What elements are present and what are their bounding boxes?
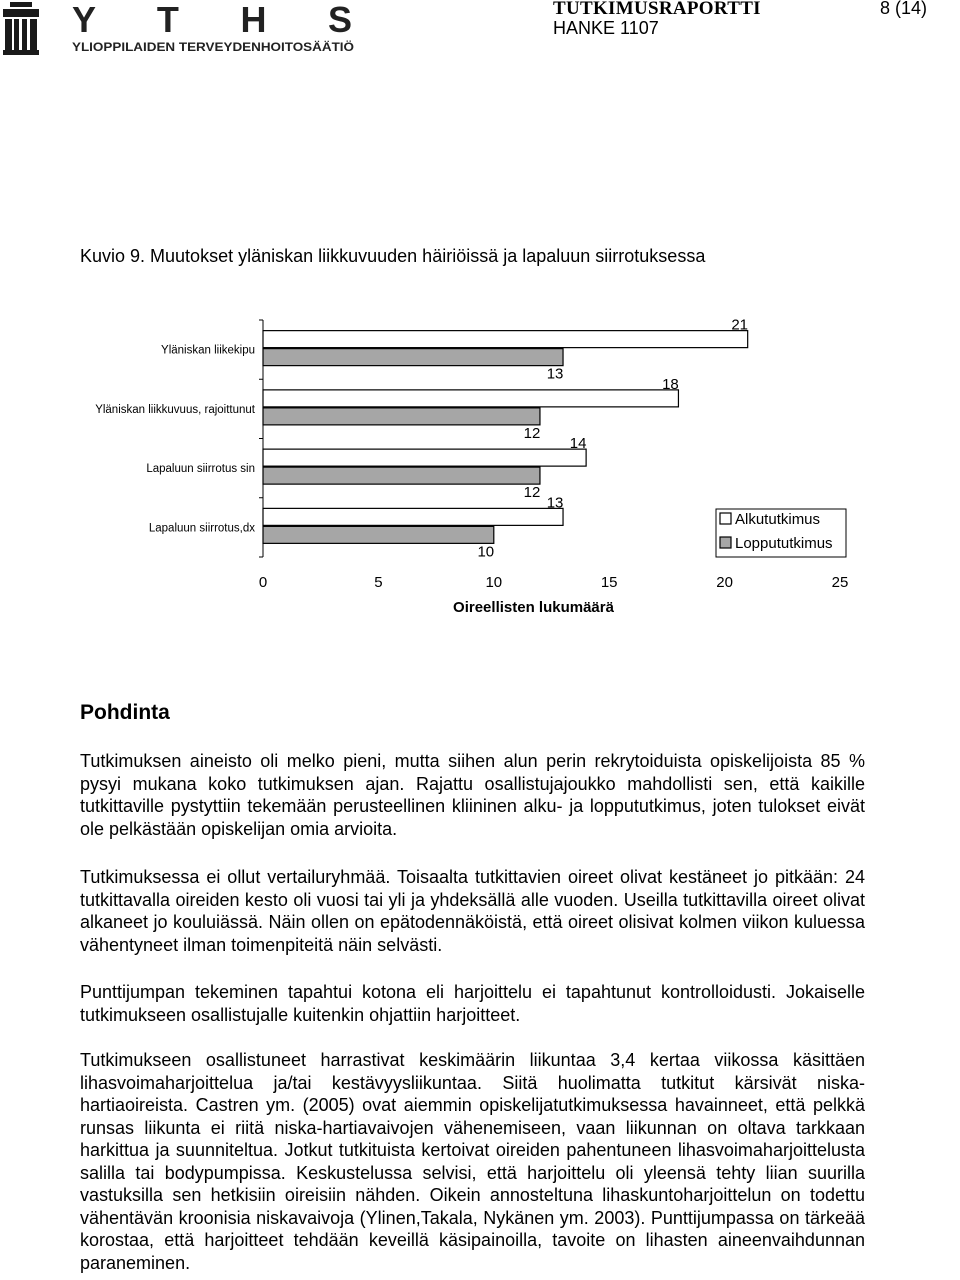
bar-chart [0, 300, 960, 630]
yths-logo [0, 0, 360, 56]
bar-loppututkimus [263, 408, 540, 425]
x-tick-label: 25 [831, 574, 849, 591]
logo-subtitle: YLIOPPILAIDEN TERVEYDENHOITOSÄÄTIÖ [72, 40, 324, 54]
project-id: HANKE 1107 [553, 18, 659, 38]
x-tick-label: 0 [258, 574, 268, 591]
data-label: 12 [523, 484, 541, 502]
bar-alkututkimus [263, 449, 586, 466]
data-label: 12 [523, 424, 541, 442]
paragraph: Tutkimuksessa ei ollut vertailuryhmää. Toisaalta tutkittavien oireet olivat kestäneet jo pitkään: 24 tutkittavalla oireiden kesto oli vuosi tai yli ja yhdeksällä alle vuoden. Useilla tutkittavilla oireet olivat alkaneet jo kouluiässä. Näin ollen on epätodennäköistä, että oireet olisivat kolmen viikon kuluessa vähentyneet ilman toimenpiteitä näin selvästi. [80, 867, 865, 955]
data-label: 21 [731, 316, 749, 334]
bar-alkututkimus [263, 331, 748, 348]
bar-alkututkimus [263, 508, 563, 525]
bar-alkututkimus [263, 390, 678, 407]
bar-loppututkimus [263, 349, 563, 366]
bar-loppututkimus [263, 467, 540, 484]
paragraph: Tutkimukseen osallistuneet harrastivat keskimäärin liikuntaa 3,4 kertaa viikossa käsittäen lihasvoimaharjoittelua ja/tai kestävyysliikuntaa. Siitä huolimatta tutkitut kärsivät niska-hartiaoireista. Castren ym. (2005) ovat aiemmin opiskelijatutkimuksessa havainneet, että pelkkä runsas liikunta ei riitä niska-hartiavaivojen vähenemiseen, vaan liikunnan on oltava tarkkaan harkittua ja suunniteltua. Jotkut tutkituista kertoivat oireiden pahentuneen lihasvoimaharjoittelusta salilla tai bodypumpissa. Keskustelussa selvisi, että harjoittelu oli yleensä tehty liian suurilla vastuksilla sen hetkisiin oireisiin nähden. Oikein annosteltuna lihaskuntoharjoittelun on todettu vähentävän kroonisia niskavaivoja (Ylinen,Takala, Nykänen ym. 2003). Punttijumpassa on tärkeää korostaa, että harjoitteet tehdään keveillä käsipainoilla, tavoite on lihasten aineenvaihdunnan paraneminen. [80, 1050, 865, 1273]
section-heading: Pohdinta [80, 701, 170, 724]
data-label: 18 [662, 375, 679, 393]
data-label: 14 [569, 435, 587, 453]
paragraph: Tutkimuksen aineisto oli melko pieni, mutta siihen alun perin rekrytoiduista opiskelijoista 85 % pysyi mukana koko tutkimuksen ajan. Rajattu osallistujajoukko mahdollisti sen, että kaikille tutkittaville pystyttiin tekemään perusteellinen kliininen alku- ja loppututkimus, joten tulokset eivät ole pelkästään opiskelijan omia arvioita. [80, 751, 865, 839]
data-label: 10 [477, 543, 495, 561]
logo-wordmark: Y T H S [72, 0, 352, 40]
report-title: TUTKIMUSRAPORTTI [553, 0, 761, 19]
bar-loppututkimus [263, 526, 494, 543]
category-label: Lapaluun siirrotus,dx [148, 522, 255, 535]
paragraph: Punttijumpan tekeminen tapahtui kotona eli harjoittelu ei tapahtunut kontrolloidusti. Jokaiselle tutkimukseen osallistujalle kuitenkin ohjattiin harjoitteet. [80, 982, 865, 1025]
data-label: 13 [546, 365, 564, 383]
legend-label: Alkututkimus [735, 511, 821, 528]
x-tick-label: 20 [716, 574, 733, 591]
category-label: Yläniskan liikekipu [161, 344, 255, 357]
data-label: 13 [546, 494, 564, 512]
x-axis-title: Oireellisten lukumäärä [453, 599, 614, 616]
figure-caption: Kuvio 9. Muutokset yläniskan liikkuvuuden häiriöissä ja lapaluun siirrotuksessa [80, 246, 706, 266]
x-tick-label: 10 [485, 574, 503, 591]
page-number: 8 (14) [880, 0, 928, 18]
category-label: Yläniskan liikkuvuus, rajoittunut [95, 403, 255, 416]
legend-swatch [720, 513, 731, 524]
x-tick-label: 5 [374, 574, 383, 591]
x-tick-label: 15 [600, 574, 618, 591]
legend-label: Loppututkimus [735, 535, 833, 552]
legend-swatch [720, 537, 731, 548]
category-label: Lapaluun siirrotus sin [146, 463, 255, 476]
pillar-icon [3, 2, 39, 55]
